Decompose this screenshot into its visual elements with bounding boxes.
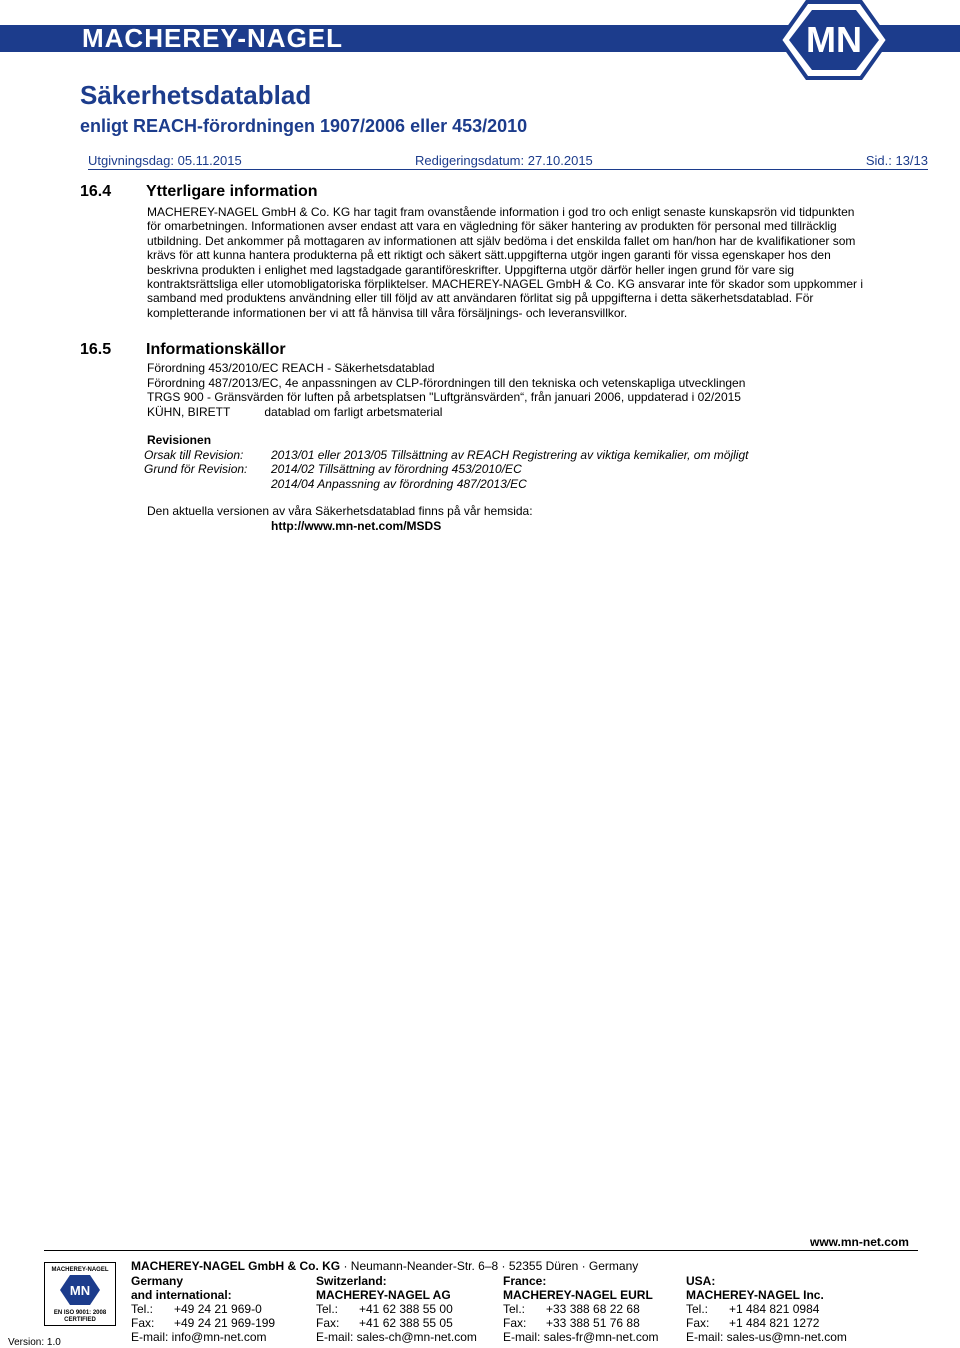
company-address: · Neumann-Neander-Str. 6–8 · 52355 Düren · Germany bbox=[340, 1259, 639, 1273]
paragraph-line: kontraktsrättsliga eller utomobligatoriska förpliktelser. MACHEREY-NAGEL GmbH & Co. KG ansvarar inte för skador som uppkommer i bbox=[147, 277, 864, 292]
basis-value: 2014/02 Tillsättning av förordning 453/2010/EC bbox=[271, 462, 522, 476]
cert-brand-text: MACHEREY-NAGEL bbox=[51, 1267, 109, 1273]
email-value[interactable]: E-mail: sales-fr@mn-net.com bbox=[503, 1330, 659, 1344]
paragraph-line: utbildning. Det ankommer på mottagaren av informationen att själv bedöma i det enskilda fallet om han/hon har de kvalifikationer som bbox=[147, 233, 856, 248]
column-subheading: MACHEREY-NAGEL Inc. bbox=[686, 1288, 824, 1302]
fax-label: Fax: bbox=[131, 1316, 155, 1330]
tel-label: Tel.: bbox=[316, 1302, 339, 1316]
email-value[interactable]: E-mail: info@mn-net.com bbox=[131, 1330, 267, 1344]
source-item: Förordning 487/2013/EC, 4e anpassningen av CLP-förordningen till den tekniska och vetenskapliga utvecklingen bbox=[147, 375, 746, 390]
current-version-text: Den aktuella versionen av våra Säkerhetsdatablad finns på vår hemsida: bbox=[147, 504, 533, 518]
kuhn-value: datablad om farligt arbetsmaterial bbox=[264, 404, 443, 419]
cert-line1: EN ISO 9001: 2008 bbox=[53, 1310, 107, 1316]
paragraph-line: krävs för att kunna hantera produkterna på ett riktigt och säkert sätt.uppgifterna utgör ingen garanti för vissa egenskaper hos den bbox=[147, 248, 831, 263]
revision-date: Redigeringsdatum: 27.10.2015 bbox=[415, 153, 593, 168]
tel-value: +49 24 21 969-0 bbox=[174, 1302, 262, 1316]
paragraph-line: beskrivna produkten i enlighet med lagstadgade garantiföreskrifter. Uppgifterna utgör därför heller ingen grund för vare sig bbox=[147, 262, 795, 277]
footer-column-france bbox=[503, 1274, 659, 1344]
footer-column-usa bbox=[686, 1274, 847, 1344]
basis-label: Grund för Revision: bbox=[144, 462, 248, 476]
tel-value: +1 484 821 0984 bbox=[729, 1302, 820, 1316]
fax-value: +1 484 821 1272 bbox=[729, 1316, 820, 1330]
column-heading: Germany bbox=[131, 1274, 184, 1288]
tel-label: Tel.: bbox=[503, 1302, 526, 1316]
reason-value: 2013/01 eller 2013/05 Tillsättning av REACH Registrering av viktiga kemikalier, om möjligt bbox=[271, 448, 749, 462]
section-16-4-title: Ytterligare information bbox=[146, 183, 318, 200]
column-heading: USA: bbox=[686, 1274, 716, 1288]
iso-certification-icon bbox=[44, 1262, 116, 1326]
issue-date: Utgivningsdag: 05.11.2015 bbox=[88, 153, 242, 168]
cert-line2: CERTIFIED bbox=[64, 1317, 96, 1323]
footer-column-germany bbox=[131, 1274, 275, 1344]
fax-label: Fax: bbox=[686, 1316, 710, 1330]
fax-value: +33 388 51 76 88 bbox=[546, 1316, 640, 1330]
msds-link[interactable]: http://www.mn-net.com/MSDS bbox=[271, 519, 442, 533]
tel-value: +41 62 388 55 00 bbox=[359, 1302, 453, 1316]
column-subheading: MACHEREY-NAGEL AG bbox=[316, 1288, 451, 1302]
paragraph-line: samband med produktens användning eller till följd av att användaren förlitat sig på uppgifterna i detta säkerhetsdatablad. För bbox=[147, 291, 814, 306]
email-value[interactable]: E-mail: sales-us@mn-net.com bbox=[686, 1330, 847, 1344]
page-number: Sid.: 13/13 bbox=[865, 153, 928, 168]
fax-label: Fax: bbox=[316, 1316, 340, 1330]
paragraph-line: kompletterande informationen ber vi att få hänvisa till våra försäljnings- och leveransvillkor. bbox=[147, 305, 628, 320]
tel-label: Tel.: bbox=[131, 1302, 154, 1316]
reason-label: Orsak till Revision: bbox=[144, 448, 244, 462]
logo-text: MN bbox=[806, 19, 862, 60]
fax-value: +41 62 388 55 05 bbox=[359, 1316, 453, 1330]
email-value[interactable]: E-mail: sales-ch@mn-net.com bbox=[316, 1330, 477, 1344]
company-name: MACHEREY-NAGEL GmbH & Co. KG bbox=[131, 1259, 341, 1273]
section-16-4-number: 16.4 bbox=[80, 183, 112, 200]
section-16-5-number: 16.5 bbox=[80, 341, 112, 358]
source-item: Förordning 453/2010/EC REACH - Säkerhetsdatablad bbox=[147, 361, 435, 375]
document-subtitle: enligt REACH-förordningen 1907/2006 eller 453/2010 bbox=[80, 116, 528, 136]
column-heading: Switzerland: bbox=[316, 1274, 387, 1288]
additional-info-paragraph bbox=[147, 205, 927, 320]
footer-company bbox=[131, 1259, 638, 1273]
fax-label: Fax: bbox=[503, 1316, 527, 1330]
fax-value: +49 24 21 969-199 bbox=[174, 1316, 276, 1330]
footer-column-switzerland bbox=[316, 1274, 477, 1344]
source-item: TRGS 900 - Gränsvärden för luften på arbetsplatsen "Luftgränsvärden“, från januari 2006, uppdaterad i 02/2015 bbox=[147, 390, 741, 404]
column-subheading: MACHEREY-NAGEL EURL bbox=[503, 1288, 653, 1302]
meta-row bbox=[88, 153, 928, 170]
section-16-5-title: Informationskällor bbox=[146, 341, 286, 358]
paragraph-line: för omarbetningen. Informationen avser endast att vara en vägledning för säker hantering av produkten för personal med tillräcklig bbox=[147, 219, 837, 234]
column-subheading: and international: bbox=[131, 1288, 232, 1302]
paragraph-line: MACHEREY-NAGEL GmbH & Co. KG har tagit fram ovanstående information i god tro och enligt senaste kunskapsrön vid tidpunkten bbox=[147, 205, 855, 219]
tel-label: Tel.: bbox=[686, 1302, 709, 1316]
column-heading: France: bbox=[503, 1274, 547, 1288]
mn-logo-icon bbox=[776, 0, 892, 80]
document-title: Säkerhetsdatablad bbox=[80, 80, 312, 110]
basis-value: 2014/04 Anpassning av förordning 487/2013/EC bbox=[271, 477, 527, 491]
header-banner bbox=[0, 0, 960, 80]
cert-logo-text: MN bbox=[69, 1283, 91, 1298]
tel-value: +33 388 68 22 68 bbox=[546, 1302, 640, 1316]
footer-website[interactable]: www.mn-net.com bbox=[810, 1235, 909, 1249]
version-label: Version: 1.0 bbox=[8, 1337, 61, 1348]
footer-divider bbox=[44, 1250, 918, 1251]
sources-list bbox=[147, 361, 927, 419]
revision-heading: Revisionen bbox=[147, 433, 212, 447]
source-item-kuhn bbox=[147, 405, 927, 420]
kuhn-label: KÜHN, BIRETT bbox=[147, 404, 231, 419]
brand-name: MACHEREY-NAGEL bbox=[82, 23, 344, 53]
